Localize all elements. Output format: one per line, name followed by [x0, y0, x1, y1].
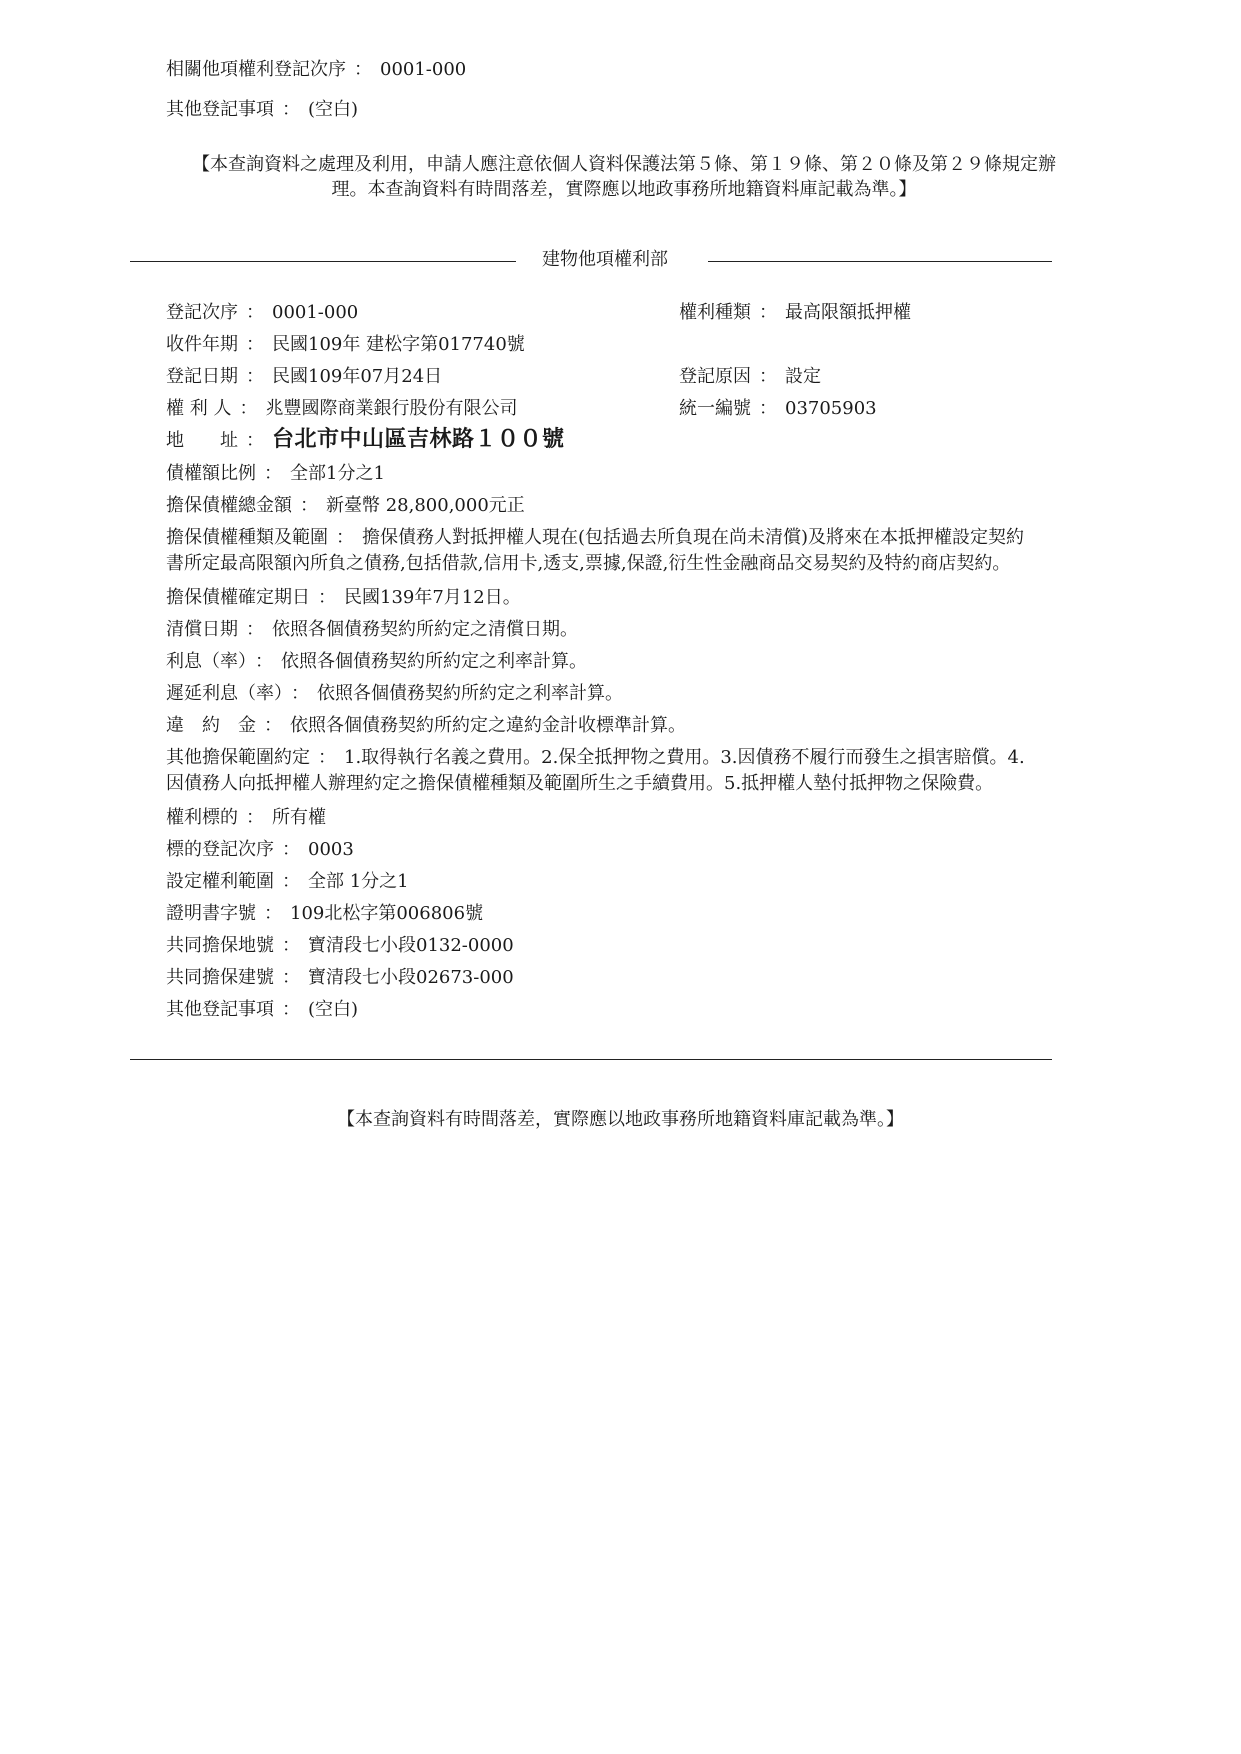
joint-land-value: 寶清段七小段0132-0000: [308, 935, 514, 956]
right-type-value: 最高限額抵押權: [785, 302, 911, 323]
holder-label: 權 利 人: [166, 398, 232, 419]
reg-seq-label: 登記次序: [166, 302, 238, 323]
top-other-items-row: 其他登記事項 ： (空白): [166, 99, 359, 120]
set-scope-value: 全部 1分之1: [308, 871, 409, 892]
other-items-value: (空白): [308, 999, 359, 1020]
reg-date-value: 民國109年07月24日: [272, 366, 443, 387]
right-type-row: 權利種類 ： 最高限額抵押權: [679, 302, 911, 323]
footer-notice: 【本查詢資料有時間落差，實際應以地政事務所地籍資料庫記載為準。】: [337, 1109, 904, 1130]
privacy-notice-line-2: 理。本查詢資料有時間落差，實際應以地政事務所地籍資料庫記載為準。】: [331, 179, 917, 200]
joint-land-row: 共同擔保地號 ： 寶清段七小段0132-0000: [166, 935, 514, 956]
tax-id-label: 統一編號: [679, 398, 751, 419]
penalty-value: 依照各個債務契約所約定之違約金計收標準計算。: [290, 715, 686, 736]
object-label: 權利標的: [166, 807, 238, 828]
section-end-rule: [130, 1059, 1052, 1060]
total-amount-label: 擔保債權總金額: [166, 495, 292, 516]
receipt-row: 收件年期 ： 民國109年 建松字第017740號: [166, 334, 525, 355]
section-title: 建物他項權利部: [542, 249, 668, 270]
total-amount-row: 擔保債權總金額 ： 新臺幣 28,800,000元正: [166, 495, 525, 516]
related-seq-label: 相關他項權利登記次序: [166, 59, 346, 80]
late-interest-row: 遲延利息（率） ： 依照各個債務契約所約定之利率計算。: [166, 683, 623, 704]
interest-label: 利息（率）: [166, 651, 247, 672]
reg-date-row: 登記日期 ： 民國109年07月24日: [166, 366, 443, 387]
repay-date-row: 清償日期 ： 依照各個債務契約所約定之清償日期。: [166, 619, 578, 640]
joint-bldg-value: 寶清段七小段02673-000: [308, 967, 514, 988]
address-row: 地 址 ： 台北市中山區吉林路１００號: [166, 427, 565, 452]
scope-value-line-1: 擔保債務人對抵押權人現在(包括過去所負現在尚未清償)及將來在本抵押權設定契約: [362, 527, 1025, 548]
address-label: 地 址: [166, 430, 238, 451]
privacy-notice-line-1: 【本查詢資料之處理及利用，申請人應注意依個人資料保護法第５條、第１９條、第２０條及第２９條規定辦: [192, 154, 1056, 175]
other-items-label: 其他登記事項: [166, 999, 274, 1020]
receipt-value: 民國109年 建松字第017740號: [272, 334, 525, 355]
late-interest-value: 依照各個債務契約所約定之利率計算。: [317, 683, 623, 704]
scope-value-line-2: 書所定最高限額內所負之債務,包括借款,信用卡,透支,票據,保證,衍生性金融商品交易契約及特約商店契約。: [166, 553, 1011, 574]
object-seq-label: 標的登記次序: [166, 839, 274, 860]
reg-reason-value: 設定: [785, 366, 821, 387]
other-scope-line-2: 因債務人向抵押權人辦理約定之擔保債權種類及範圍所生之手續費用。5.抵押權人墊付抵押物之保險費。: [166, 773, 994, 794]
joint-bldg-label: 共同擔保建號: [166, 967, 274, 988]
claim-ratio-label: 債權額比例: [166, 463, 256, 484]
reg-reason-row: 登記原因 ： 設定: [679, 366, 821, 387]
tax-id-value: 03705903: [785, 398, 877, 419]
object-seq-value: 0003: [308, 839, 354, 860]
top-other-items-label: 其他登記事項: [166, 99, 274, 120]
reg-reason-label: 登記原因: [679, 366, 751, 387]
other-scope-line-1: 1.取得執行名義之費用。2.保全抵押物之費用。3.因債務不履行而發生之損害賠償。4.: [344, 747, 1025, 768]
interest-row: 利息（率） ： 依照各個債務契約所約定之利率計算。: [166, 651, 587, 672]
settle-date-value: 民國139年7月12日。: [344, 587, 521, 608]
other-scope-label: 其他擔保範圍約定: [166, 747, 310, 768]
section-rule-left: [130, 261, 516, 262]
section-rule-right: [708, 261, 1052, 262]
penalty-label: 違 約 金: [166, 715, 256, 736]
privacy-notice: [124, 152, 1124, 202]
interest-value: 依照各個債務契約所約定之利率計算。: [281, 651, 587, 672]
cert-value: 109北松字第006806號: [290, 903, 484, 924]
scope-label: 擔保債權種類及範圍: [166, 527, 328, 548]
settle-date-row: 擔保債權確定期日 ： 民國139年7月12日。: [166, 587, 521, 608]
scope-row: 擔保債權種類及範圍 ： 擔保債務人對抵押權人現在(包括過去所負現在尚未清償)及將來在本抵押權設定契約: [166, 527, 1025, 548]
claim-ratio-row: 債權額比例 ： 全部1分之1: [166, 463, 385, 484]
holder-row: 權 利 人 ： 兆豐國際商業銀行股份有限公司: [166, 398, 518, 419]
object-seq-row: 標的登記次序 ： 0003: [166, 839, 354, 860]
object-row: 權利標的 ： 所有權: [166, 807, 326, 828]
repay-date-label: 清償日期: [166, 619, 238, 640]
reg-date-label: 登記日期: [166, 366, 238, 387]
related-seq-row: 相關他項權利登記次序 ： 0001-000: [166, 59, 467, 80]
cert-label: 證明書字號: [166, 903, 256, 924]
reg-seq-row: 登記次序 ： 0001-000: [166, 302, 359, 323]
cert-row: 證明書字號 ： 109北松字第006806號: [166, 903, 484, 924]
object-value: 所有權: [272, 807, 326, 828]
other-scope-row: 其他擔保範圍約定 ： 1.取得執行名義之費用。2.保全抵押物之費用。3.因債務不履行而發生之損害賠償。4.: [166, 747, 1025, 768]
set-scope-label: 設定權利範圍: [166, 871, 274, 892]
top-other-items-value: (空白): [308, 99, 359, 120]
set-scope-row: 設定權利範圍 ： 全部 1分之1: [166, 871, 409, 892]
other-items-row: 其他登記事項 ： (空白): [166, 999, 359, 1020]
joint-bldg-row: 共同擔保建號 ： 寶清段七小段02673-000: [166, 967, 514, 988]
right-type-label: 權利種類: [679, 302, 751, 323]
tax-id-row: 統一編號 ： 03705903: [679, 398, 877, 419]
related-seq-value: 0001-000: [380, 59, 467, 80]
receipt-label: 收件年期: [166, 334, 238, 355]
claim-ratio-value: 全部1分之1: [290, 463, 385, 484]
repay-date-value: 依照各個債務契約所約定之清償日期。: [272, 619, 578, 640]
reg-seq-value: 0001-000: [272, 302, 359, 323]
penalty-row: 違 約 金 ： 依照各個債務契約所約定之違約金計收標準計算。: [166, 715, 686, 736]
late-interest-label: 遲延利息（率）: [166, 683, 283, 704]
settle-date-label: 擔保債權確定期日: [166, 587, 310, 608]
address-value: 台北市中山區吉林路１００號: [272, 427, 565, 452]
total-amount-value: 新臺幣 28,800,000元正: [326, 495, 525, 516]
holder-value: 兆豐國際商業銀行股份有限公司: [265, 398, 518, 419]
joint-land-label: 共同擔保地號: [166, 935, 274, 956]
